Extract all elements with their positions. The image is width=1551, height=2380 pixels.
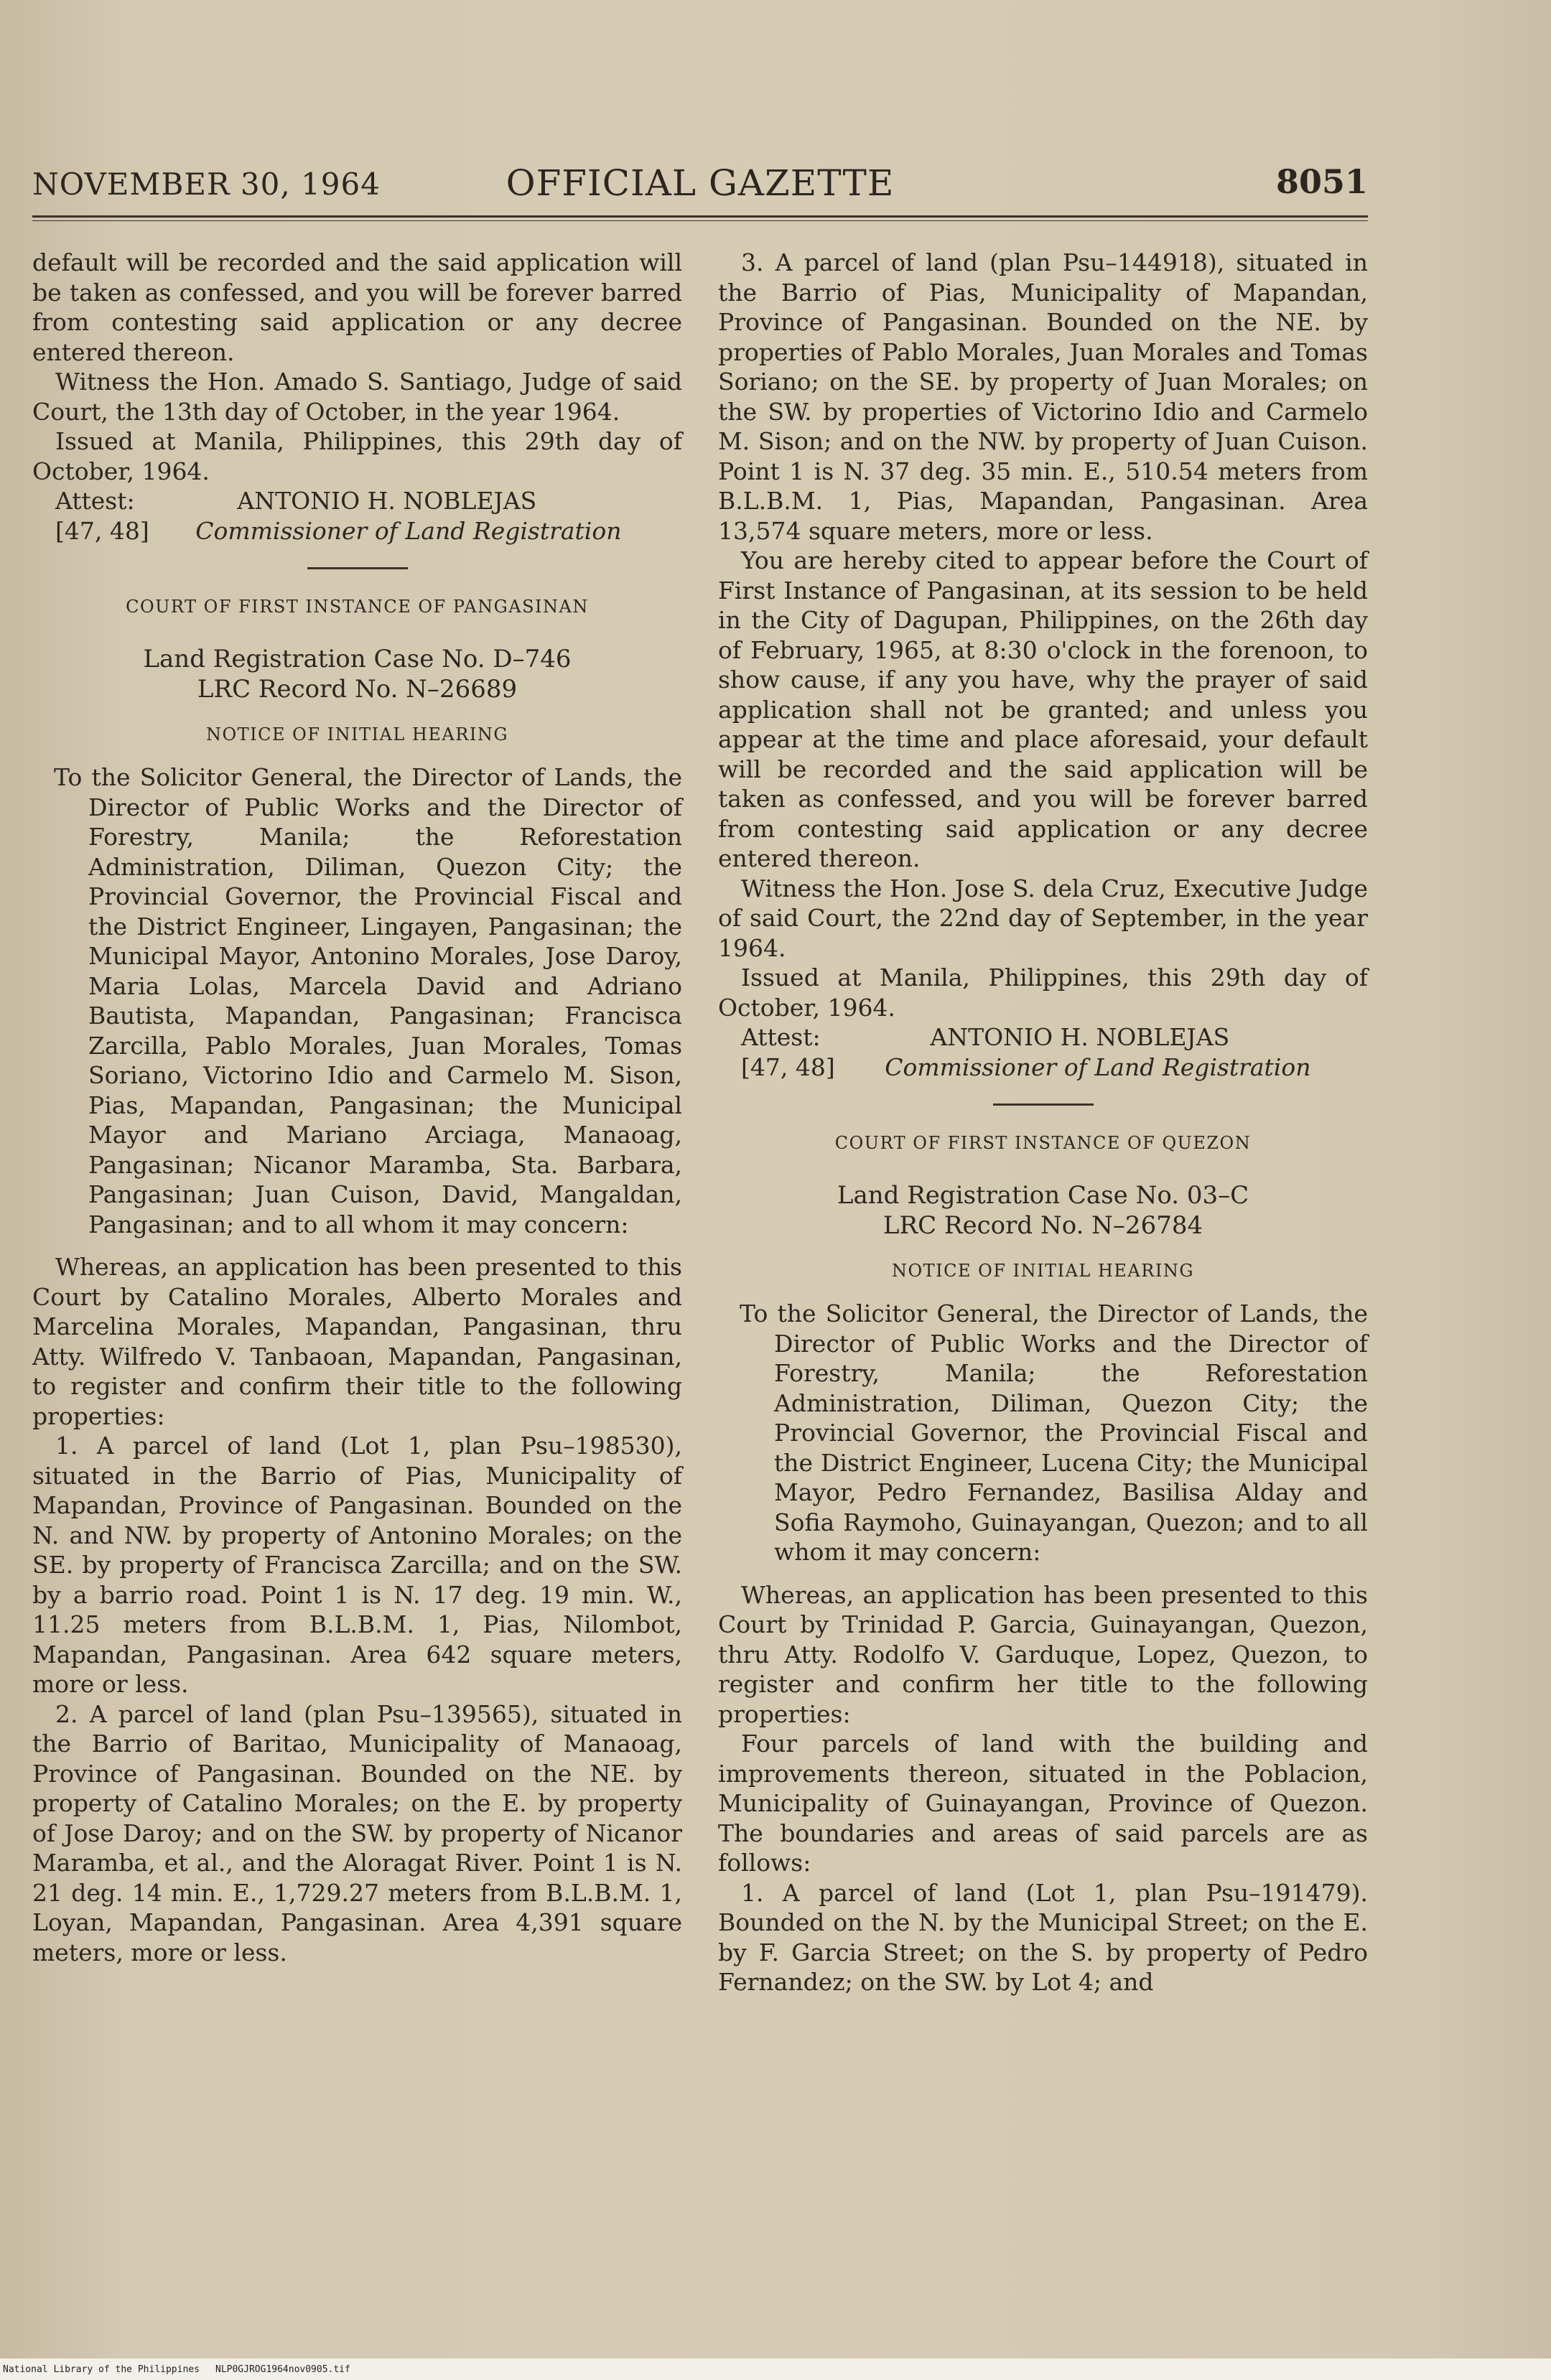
addressee: To the Solicitor General, the Director of Lands, the Director of Public Works and the Director of Forestry, Manila; the Reforestation Administration, Diliman, Quezon City; the Provincial Governor, the Provincial Fiscal and the District Engineer, Lucena City; the Municipal Mayor, Pedro Fernandez, Basilisa Alday and Sofia Raymoho, Guinayangan, Quezon; and to all whom it may concern: [740,1299,1368,1566]
header-rule [32,215,1368,218]
header-rule-thin [32,220,1368,221]
case-number: Land Registration Case No. 03–C [837,1180,1249,1210]
attest-name: ANTONIO H. NOBLEJAS [930,1023,1230,1051]
parcel-description: 2. A parcel of land (plan Psu–139565), situated in the Barrio of Baritao, Municipality of Manaoag, Province of Pangasinan. Bounded on the NE. by property of Catalino Morales; on the E. by property of Jose Daroy; and on the SW. by property of Nicanor Maramba, et al., and the Aloragat River. Point 1 is N. 21 deg. 14 min. E., 1,729.27 meters from B.L.B.M. 1, Loyan, Mapandan, Pangasinan. Area 4,391 square meters, more or less. [32,1699,682,1966]
right-column [718,248,1368,1997]
library-credit: National Library of the Philippines [3,2364,200,2375]
scan-footer [0,2358,1551,2380]
attest-title-line [718,1053,1368,1083]
notice-heading: NOTICE OF INITIAL HEARING [892,1260,1194,1281]
issue-date: NOVEMBER 30, 1964 [32,167,381,202]
attest-label: Attest: [741,1023,821,1051]
case-number: Land Registration Case No. D–746 [143,644,572,673]
attest-line [718,1022,1368,1053]
attest-title-line [32,516,682,546]
attest-reference: [47, 48] [55,516,149,545]
notice-heading: NOTICE OF INITIAL HEARING [206,724,508,745]
section-divider [993,1103,1094,1106]
paragraph: Whereas, an application has been presented to this Court by Trinidad P. Garcia, Guinayangan, Quezon, thru Atty. Rodolfo V. Garduque, Lopez, Quezon, to register and confirm her title to the following properties: [718,1580,1368,1728]
paragraph: Whereas, an application has been presented to this Court by Catalino Morales, Alberto Morales and Marcelina Morales, Mapandan, Pangasinan, thru Atty. Wilfredo V. Tanbaoan, Mapandan, Pangasinan, to register and confirm their title to the following properties: [32,1253,682,1430]
addressee: To the Solicitor General, the Director of Lands, the Director of Public Works and the Director of Forestry, Manila; the Reforestation Administration, Diliman, Quezon City; the Provincial Governor, the Provincial Fiscal and the District Engineer, Lingayen, Pangasinan; the Municipal Mayor, Antonino Morales, Jose Daroy, Maria Lolas, Marcela David and Adriano Bautista, Mapandan, Pangasinan; Francisca Zarcilla, Pablo Morales, Juan Morales, Tomas Soriano, Victorino Idio and Carmelo M. Sison, Pias, Mapandan, Pangasinan; the Municipal Mayor and Mariano Arciaga, Manaoag, Pangasinan; Nicanor Maramba, Sta. Barbara, Pangasinan; Juan Cuison, David, Mangaldan, Pangasinan; and to all whom it may concern: [54,763,682,1238]
page-header [32,159,1368,202]
attest-title: Commissioner of Land Registration [195,516,622,545]
attest-name: ANTONIO H. NOBLEJAS [237,487,537,515]
page-number: 8051 [1275,162,1368,201]
parcel-description: 3. A parcel of land (plan Psu–144918), situated in the Barrio of Pias, Municipality of Mapandan, Province of Pangasinan. Bounded on the NE. by properties of Pablo Morales, Juan Morales and Tomas Soriano; on the SE. by property of Juan Morales; on the SW. by properties of Victorino Idio and Carmelo M. Sison; and on the NW. by property of Juan Cuison. Point 1 is N. 37 deg. 35 min. E., 510.54 meters from B.L.B.M. 1, Pias, Mapandan, Pangasinan. Area 13,574 square meters, more or less. [718,248,1368,545]
attest-label: Attest: [55,487,135,515]
paragraph: Witness the Hon. Jose S. dela Cruz, Executive Judge of said Court, the 22nd day of September, in the year 1964. [718,874,1368,962]
parcel-description: 1. A parcel of land (Lot 1, plan Psu–198530), situated in the Barrio of Pias, Municipality of Mapandan, Province of Pangasinan. Bounded on the N. and NW. by property of Antonino Morales; on the SE. by property of Francisca Zarcilla; and on the SW. by a barrio road. Point 1 is N. 17 deg. 19 min. W., 11.25 meters from B.L.B.M. 1, Pias, Nilombot, Mapandan, Pangasinan. Area 642 square meters, more or less. [32,1432,682,1698]
file-name: NLP0GJROG1964nov0905.tif [215,2364,350,2375]
attest-reference: [47, 48] [741,1053,835,1081]
paragraph: Four parcels of land with the building and improvements thereon, situated in the Poblacion, Municipality of Guinayangan, Province of Quezon. The boundaries and areas of said parcels are as follows: [718,1730,1368,1877]
paragraph: default will be recorded and the said application will be taken as confessed, and you will be forever barred from contesting said application or any decree entered thereon. [32,248,682,366]
paragraph: Issued at Manila, Philippines, this 29th day of October, 1964. [32,427,682,485]
lrc-record: LRC Record No. N–26689 [197,674,518,704]
paragraph: Issued at Manila, Philippines, this 29th day of October, 1964. [718,963,1368,1022]
section-divider [307,567,408,569]
parcel-description: 1. A parcel of land (Lot 1, plan Psu–191479). Bounded on the N. by the Municipal Street; on the E. by F. Garcia Street; on the S. by property of Pedro Fernandez; on the SW. by Lot 4; and [718,1878,1368,1996]
paragraph: Witness the Hon. Amado S. Santiago, Judge of said Court, the 13th day of October, in the year 1964. [32,368,682,426]
court-heading: COURT OF FIRST INSTANCE OF PANGASINAN [126,597,589,617]
court-heading: COURT OF FIRST INSTANCE OF QUEZON [834,1133,1252,1153]
lrc-record: LRC Record No. N–26784 [882,1210,1203,1240]
paragraph: You are hereby cited to appear before the Court of First Instance of Pangasinan, at its session to be held in the City of Dagupan, Philippines, on the 26th day of February, 1965, at 8:30 o'clock in the forenoon, to show cause, if any you have, why the prayer of said application shall not be granted; and unless you appear at the time and place aforesaid, your default will be recorded and the said application will be taken as confessed, and you will be forever barred from contesting said application or any decree entered thereon. [718,546,1368,872]
attest-title: Commissioner of Land Registration [885,1053,1311,1081]
left-column [32,248,682,1967]
publication-title: OFFICIAL GAZETTE [506,162,895,204]
attest-line [32,486,682,516]
